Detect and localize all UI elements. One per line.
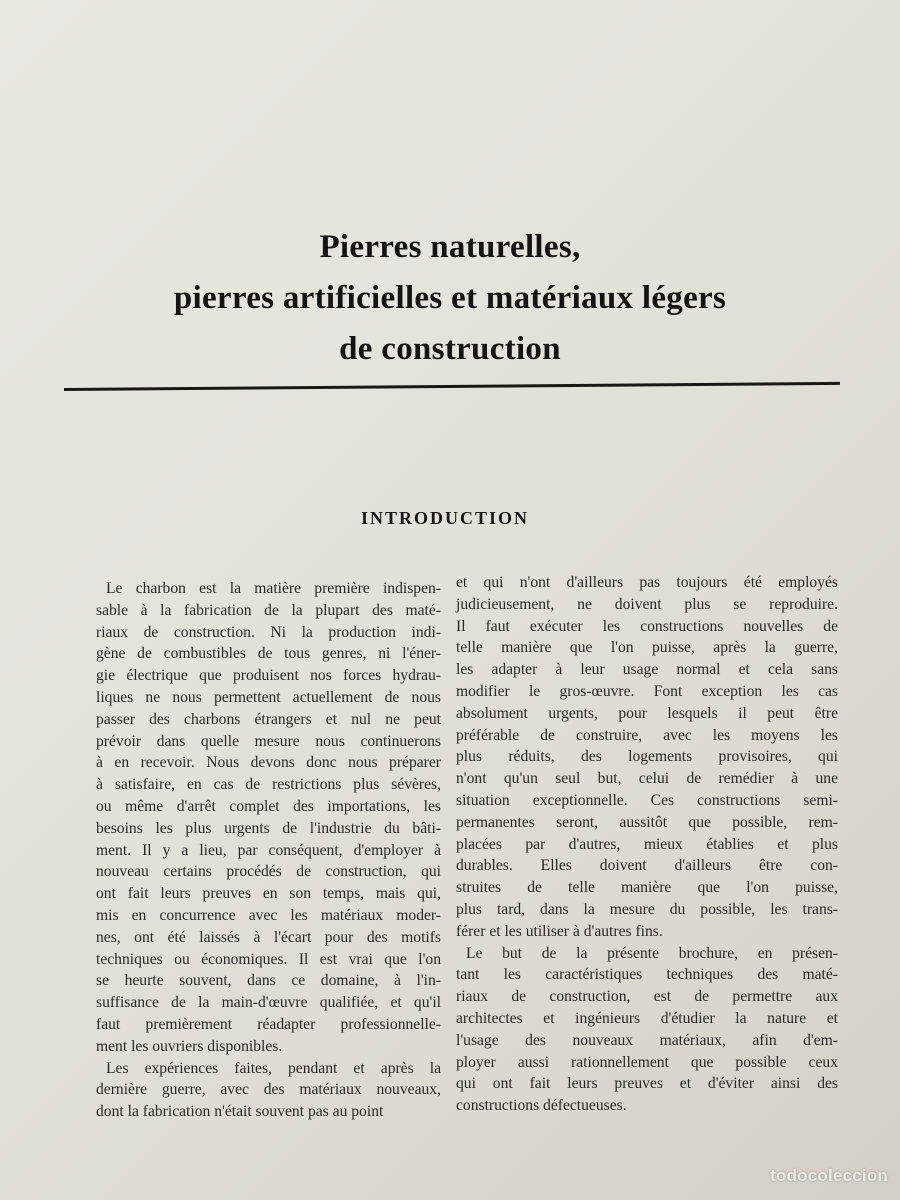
text-line: absolument urgents, pour lesquels il peut être — [456, 704, 838, 722]
text-line: Les expériences faites, pendant et après la — [106, 1059, 441, 1077]
text-line: à satisfaire, en cas de restrictions plus sévères, — [96, 776, 441, 794]
text-line: prévoir dans quelle mesure nous continuerons — [96, 732, 441, 750]
text-column-left — [96, 578, 441, 1123]
title-line-3: de construction — [339, 331, 561, 367]
text-line: l'usage des nouveaux matériaux, afin d'em- — [456, 1031, 838, 1049]
text-line: liques ne nous permettent actuellement de nous — [96, 688, 441, 706]
text-line: riaux de construction. Ni la production indi- — [96, 623, 441, 641]
text-line: faut premièrement réadapter professionnelle- — [96, 1015, 441, 1033]
text-line: qui ont fait leurs preuves et d'éviter ainsi des — [456, 1075, 838, 1093]
text-line: Le but de la présente brochure, en présen- — [466, 944, 838, 962]
title-line-2: pierres artificielles et matériaux légers — [173, 280, 727, 316]
text-line: mis en concurrence avec les matériaux moder- — [96, 906, 441, 924]
text-line: besoins les plus urgents de l'industrie du bâti- — [96, 819, 441, 837]
text-line: nes, ont été laissés à l'écart pour des motifs — [96, 928, 441, 946]
horizontal-rule — [64, 382, 840, 391]
text-line: sable à la fabrication de la plupart des maté- — [96, 601, 441, 619]
text-line: struites de telle manière que l'on puisse, — [456, 879, 838, 897]
text-line: telle manière que l'on puisse, après la guerre, — [456, 639, 838, 657]
text-line: n'ont qu'un seul but, celui de remédier à une — [456, 770, 838, 788]
text-line: Le charbon est la matière première indispen- — [106, 580, 441, 597]
text-line: permanentes seront, aussitôt que possible, rem- — [456, 813, 838, 831]
text-line: situation exceptionnelle. Ces constructions semi- — [456, 791, 838, 809]
title-line-1: Pierres naturelles, — [319, 229, 581, 265]
text-line: nouveau certains procédés de construction, qui — [96, 863, 441, 881]
text-line: Il faut exécuter les constructions nouvelles de — [456, 617, 838, 635]
text-line: et qui n'ont d'ailleurs pas toujours été employés — [456, 574, 838, 591]
text-line: passer des charbons étrangers et nul ne peut — [96, 710, 441, 728]
text-line: tant les caractéristiques techniques des maté- — [456, 966, 838, 984]
text-line: judicieusement, ne doivent plus se reproduire. — [456, 595, 838, 613]
text-line: ont fait leurs preuves en son temps, mais qui, — [96, 885, 441, 903]
text-column-right — [456, 572, 838, 1117]
text-line: ment les ouvriers disponibles. — [96, 1037, 283, 1055]
text-line: plus tard, dans la mesure du possible, les trans- — [456, 900, 838, 918]
text-line: architectes et ingénieurs d'étudier la nature et — [456, 1009, 838, 1027]
text-line: ment. Il y a lieu, par conséquent, d'employer à — [96, 841, 441, 859]
text-line: suffisance de la main-d'œuvre qualifiée, et qu'il — [96, 994, 441, 1012]
watermark-logo: todocoleccion — [770, 1166, 888, 1185]
text-line: dont la fabrication n'était souvent pas au point — [96, 1103, 384, 1121]
text-line: constructions défectueuses. — [456, 1097, 627, 1115]
text-line: préférable de construire, avec les moyens les — [456, 726, 838, 744]
text-line: riaux de construction, est de permettre aux — [456, 988, 838, 1006]
text-line: se heurte souvent, dans ce domaine, à l'in- — [96, 972, 441, 990]
text-line: férer et les utiliser à d'autres fins. — [456, 922, 663, 940]
text-line: à en recevoir. Nous devons donc nous préparer — [96, 754, 441, 772]
text-line: dernière guerre, avec des matériaux nouveaux, — [96, 1081, 441, 1099]
section-heading: INTRODUCTION — [360, 508, 530, 528]
text-line: gène de combustibles de tous genres, ni l'éner- — [96, 645, 441, 663]
text-line: placées par d'autres, mieux établies et plus — [456, 835, 838, 853]
page-title — [60, 222, 840, 375]
text-line: gie électrique que produisent nos forces hydrau- — [96, 667, 441, 685]
text-line: les adapter à leur usage normal et cela sans — [456, 661, 838, 679]
text-line: ou même d'arrêt complet des importations, les — [96, 797, 441, 815]
text-line: techniques ou économiques. Il est vrai que l'on — [96, 950, 441, 968]
text-line: ployer aussi rationnellement que possible ceux — [456, 1053, 838, 1071]
text-line: modifier le gros-œuvre. Font exception les cas — [456, 682, 838, 700]
text-line: plus réduits, des logements provisoires, qui — [456, 748, 838, 766]
text-line: durables. Elles doivent d'ailleurs être con- — [456, 857, 838, 875]
